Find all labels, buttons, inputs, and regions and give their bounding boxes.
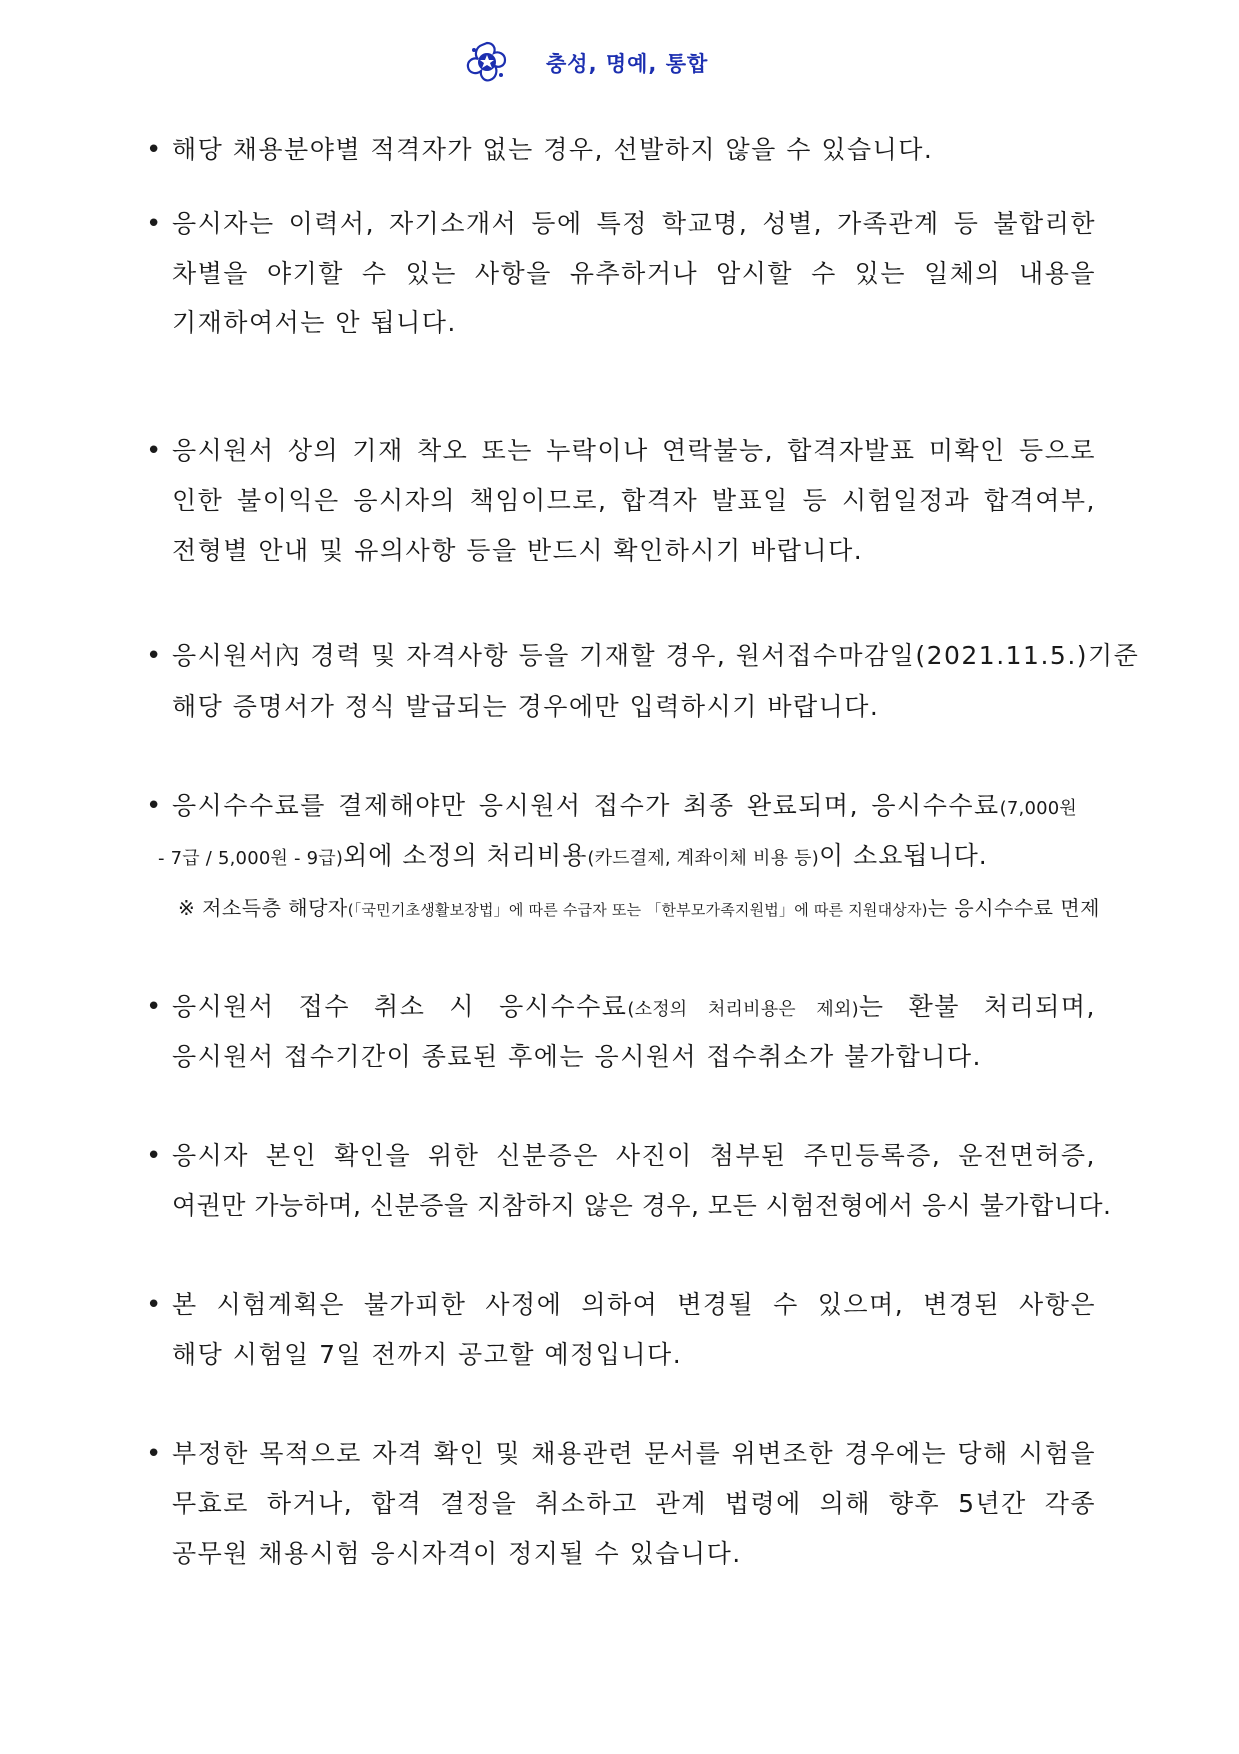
item-line [158,838,1058,877]
bullet: • [146,436,162,466]
item-line: 본 시험계획은 불가피한 사정에 의하여 변경될 수 있으며, 변경된 사항은 [172,1290,1096,1319]
fee-exemption-note [178,893,1100,925]
bullet: • [146,641,162,671]
note-suffix: 는 응시수수료 면제 [927,896,1100,920]
item-line: 부정한 목적으로 자격 확인 및 채용관련 문서를 위변조한 경우에는 당해 시험을 [172,1439,1096,1468]
item-line: 해당 증명서가 정식 발급되는 경우에만 입력하시기 바랍니다. [172,692,880,721]
item-line: 기재하여서는 안 됩니다. [172,308,457,337]
fee-extra-end: 이 소요됩니다. [818,841,988,870]
item-line: 여권만 가능하며, 신분증을 지참하지 않은 경우, 모든 시험전형에서 응시 불가합니다. [172,1191,1112,1220]
fee-text: 응시수수료를 결제해야만 응시원서 접수가 최종 완료되며, 응시수수료 [172,791,1000,820]
item-line [172,788,1077,827]
refund-text: 응시원서 접수 취소 시 응시수수료 [172,992,628,1021]
fee-extra: 외에 소정의 처리비용 [343,841,588,870]
item-line: 인한 불이익은 응시자의 책임이므로, 합격자 발표일 등 시험일정과 합격여부, [172,486,1096,515]
fee-grades: - 7급 / 5,000원 - 9급) [158,848,344,869]
note-detail: (「국민기초생활보장법」에 따른 수급자 또는 「한부모가족지원법」에 따른 지원대상자) [347,901,928,919]
bullet: • [146,135,162,165]
bullet: • [146,791,162,821]
refund-end: 는 환불 처리되며, [858,992,1096,1021]
item-line: 응시원서內 경력 및 자격사항 등을 기재할 경우, 원서접수마감일(2021.11.5.)기준 [172,641,1140,670]
header-motto: 충성, 명예, 통합 [546,52,709,76]
bullet: • [146,992,162,1022]
refund-detail: (소정의 처리비용은 제외) [627,999,859,1020]
item-line: 해당 채용분야별 적격자가 없는 경우, 선발하지 않을 수 있습니다. [172,135,934,164]
note-prefix: ※ 저소득층 해당자 [178,896,348,920]
bullet: • [146,1141,162,1171]
emblem-logo [465,40,509,84]
bullet: • [146,1439,162,1469]
item-line: 해당 시험일 7일 전까지 공고할 예정입니다. [172,1340,683,1369]
item-line [172,989,1096,1028]
fee-amount: (7,000원 [999,798,1077,819]
item-line: 응시원서 접수기간이 종료된 후에는 응시원서 접수취소가 불가합니다. [172,1042,982,1071]
item-line: 응시원서 상의 기재 착오 또는 누락이나 연락불능, 합격자발표 미확인 등으로 [172,436,1096,465]
item-line: 차별을 야기할 수 있는 사항을 유추하거나 암시할 수 있는 일체의 내용을 [172,259,1096,288]
item-line: 무효로 하거나, 합격 결정을 취소하고 관계 법령에 의해 향후 5년간 각종 [172,1489,1096,1518]
item-line: 응시자는 이력서, 자기소개서 등에 특정 학교명, 성별, 가족관계 등 불합리한 [172,209,1096,238]
bullet: • [146,209,162,239]
bullet: • [146,1290,162,1320]
fee-extra-detail: (카드결제, 계좌이체 비용 등) [587,848,819,869]
item-line: 응시자 본인 확인을 위한 신분증은 사진이 첨부된 주민등록증, 운전면허증, [172,1141,1096,1170]
item-line: 전형별 안내 및 유의사항 등을 반드시 확인하시기 바랍니다. [172,536,864,565]
item-line: 공무원 채용시험 응시자격이 정지될 수 있습니다. [172,1539,742,1568]
